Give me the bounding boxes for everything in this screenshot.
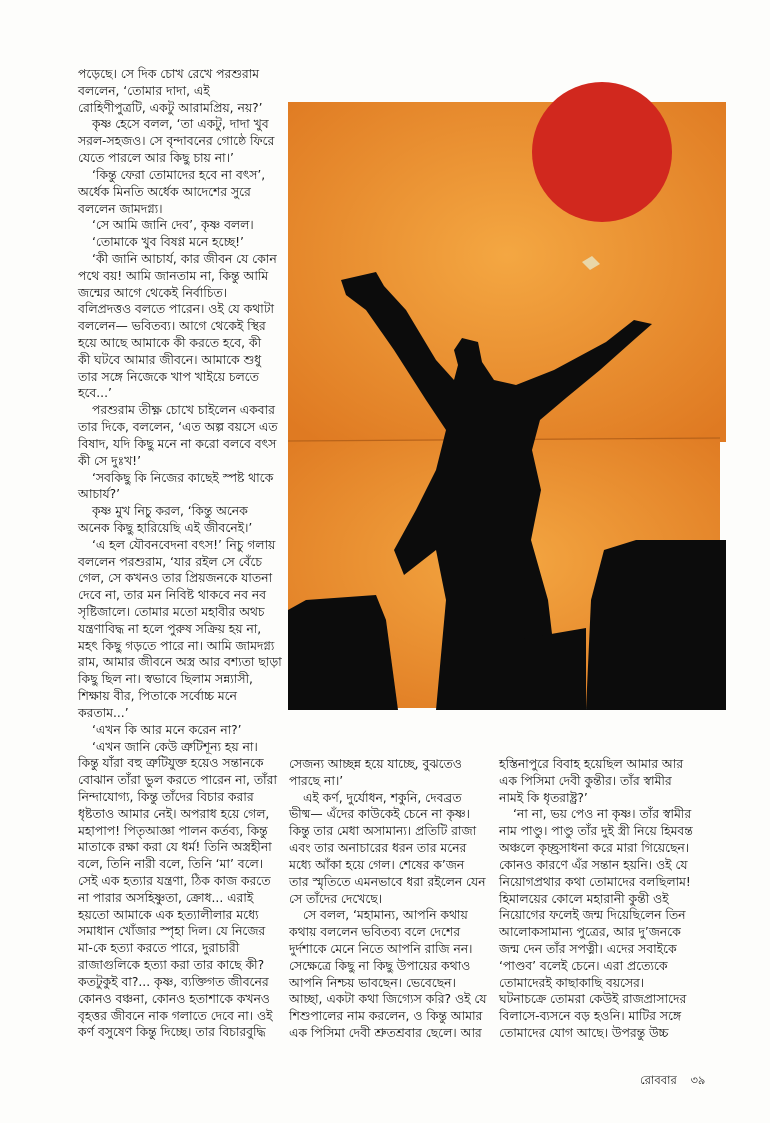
text-line: নামই কি ধৃতরাষ্ট্র?’ <box>499 790 588 805</box>
text-line: মাতাকে রক্ষা করা যে ধর্ম! তিনি অস্ত্রহীনা <box>78 840 272 855</box>
text-line: নাম পাণ্ডু। পাণ্ডু তাঁর দুই স্ত্রী নিয়ে হিমবন্ত <box>499 824 693 839</box>
text-line: মধ্যে আঁকা হয়ে গেল। শেষের ক’জন <box>289 857 465 872</box>
text-line: বললেন পরশুরাম, ‘যার রইল সে বেঁচে <box>78 554 262 569</box>
text-line: তার স্মৃতিতে এমনভাবে ধরা রইলেন যেন <box>289 874 486 889</box>
text-column-middle <box>289 756 489 1042</box>
text-line: কিন্তু তার মেধা অসামান্য। প্রতিটি রাজা <box>289 824 477 839</box>
text-line: জন্ম দেন তাঁর সপত্নী। এদের সবাইকে <box>499 941 677 956</box>
text-line: সেক্ষেত্রে কিছু না কিছু উপায়ের কথাও <box>289 958 471 973</box>
text-line: নিয়োগপ্রথার কথা তোমাদের বলছিলাম! <box>499 874 691 889</box>
text-line: জন্মের আগে থেকেই নির্বাচিত। <box>78 285 228 300</box>
text-line: অঞ্চলে কৃচ্ছ্রসাধনা করে মারা গিয়েছেন। <box>499 841 690 856</box>
text-line: হয়ে আছে আমাকে কী করতে হবে, কী <box>78 336 262 350</box>
text-line: বিষাদ, যদি কিছু মনে না করো বলবে বৎস <box>78 436 277 451</box>
text-line: যেতে পারলে আর কিছু চায় না।’ <box>78 151 234 166</box>
paper-cut-illustration <box>286 80 728 710</box>
text-line: নিন্দাযোগ্য, কিন্তু তাঁদের বিচার করার <box>78 789 254 804</box>
text-line: এক পিসিমা দেবী শ্রুতশ্রবার ছেলে। আর <box>289 1026 482 1040</box>
text-line: না পারার অসহিষ্ণুতা, ক্রোধ... এরাই <box>78 890 254 905</box>
text-line: দুর্দশাকে মেনে নিতে আপনি রাজি নন। <box>289 941 473 956</box>
text-line: ‘কী জানি আচার্য, কার জীবন যে কোন <box>92 251 277 266</box>
text-line: পারছে না।’ <box>289 773 344 788</box>
text-line: ‘কিন্তু ফেরা তোমাদের হবে না বৎস’, <box>92 167 266 182</box>
text-line: ‘তোমাকে খুব বিষণ্ণ মনে হচ্ছে!’ <box>92 235 244 250</box>
text-line: সরল-সহজও। সে বৃন্দাবনের গোষ্ঠে ফিরে <box>78 134 275 149</box>
text-line: কোনও কারণে এঁর সন্তান হয়নি। ওই যে <box>499 857 688 872</box>
text-line: পথে বয়! আমি জানতাম না, কিন্তু আমি <box>78 268 269 283</box>
text-line: কতটুকুই বা?... কৃষ্ণ, ব্যক্তিগত জীবনের <box>78 974 269 989</box>
page-footer <box>640 1072 715 1091</box>
text-line: সমাধান খোঁজার স্পৃহা দিল। যে নিজের <box>78 924 266 939</box>
text-line: কিছু ছিল না। স্বভাবে ছিলাম সন্ন্যাসী, <box>78 672 253 687</box>
text-line: ‘এখন কি আর মনে করেন না?’ <box>92 722 242 737</box>
text-line: হিমালয়ের কোলে মহারানী কুন্তী ওই <box>499 891 669 906</box>
text-line: আলোকসামান্য পুত্রের, আর দু’জনকে <box>499 925 681 940</box>
text-line: এবং তার অনাচারের ধরন তার মনের <box>289 841 467 856</box>
text-line: ‘সে আমি জানি দেব’, কৃষ্ণ বলল। <box>92 218 254 233</box>
text-line: বৃহত্তর জীবনে নাক গলাতে দেবে না। ওই <box>78 1008 273 1023</box>
text-line: সেজন্য আচ্ছন্ন হয়ে যাচ্ছে, বুঝতেও <box>289 757 462 771</box>
text-line: রাজাগুলিকে হত্যা করা তার কাছে কী? <box>78 958 265 973</box>
text-line: হবে...’ <box>78 386 112 401</box>
text-line: নিয়োগের ফলেই জন্ম দিয়েছিলেন তিন <box>499 908 686 923</box>
text-line: আপনি নিশ্চয় ভাবছেন। ভেবেছেন। <box>289 975 456 990</box>
text-line: তার দিকে, বললেন, ‘এত অল্প বয়সে এত <box>78 420 278 435</box>
text-line: তোমাদেরই কাছাকাছি বয়সের। <box>499 975 645 990</box>
text-column-left <box>78 66 290 1041</box>
text-line: হস্তিনাপুরে বিবাহ হয়েছিল আমার আর <box>499 757 684 771</box>
text-line: ভীষ্ম— এঁদের কাউকেই চেনে না কৃষ্ণ। <box>289 807 470 822</box>
text-line: কী ঘটবে আমার জীবনে। আমাকে শুধু <box>78 352 262 367</box>
text-line: গেল, সে কখনও তার প্রিয়জনকে যাতনা <box>78 571 273 586</box>
text-line: ‘সবকিছু কি নিজের কাছেই স্পষ্ট থাকে <box>92 470 274 485</box>
text-line: রোহিণীপুত্রটি, একটু আরামপ্রিয়, নয়?’ <box>78 100 263 115</box>
text-line: বললেন জামদগ্ন্য। <box>78 201 163 216</box>
rock-left <box>288 595 398 710</box>
text-line: কী সে দুঃখ!’ <box>78 453 141 468</box>
text-line: মহৎ কিছু গড়তে পারে না। আমি জামদগ্ন্য <box>78 638 275 653</box>
text-line: তার সঙ্গে নিজেকে খাপ খাইয়ে চলতে <box>78 369 259 384</box>
text-line: অর্ধেক মিনতি অর্ধেক আদেশের সুরে <box>78 184 251 199</box>
text-line: দেবে না, তার মন নিবিষ্ট থাকবে নব নব <box>78 588 267 603</box>
rock-middle <box>516 628 586 710</box>
text-line: বিলাসে-ব্যসনে বড় হওনি। মাটির সঙ্গে <box>499 1009 682 1024</box>
text-line: পড়েছে। সে দিক চোখ রেখে পরশুরাম <box>78 67 259 81</box>
text-line: ‘না না, ভয় পেও না কৃষ্ণ। তাঁর স্বামীর <box>513 807 692 822</box>
text-line: কোনও বঞ্চনা, কোনও হতাশাকে কখনও <box>78 991 270 1006</box>
text-line: ‘এখন জানি কেউ ত্রুটিশূন্য হয় না। <box>92 739 258 754</box>
text-line: ধৃষ্টতাও আমার নেই। অপরাধ হয়ে গেল, <box>78 806 270 821</box>
text-line: এই কর্ণ, দুর্যোধন, শকুনি, দেবব্রত <box>303 790 462 805</box>
text-line: সেই এক হত্যার যন্ত্রণা, ঠিক কাজ করতে <box>78 874 271 888</box>
text-line: কিন্তু যাঁরা বহু ত্রুটিযুক্ত হয়েও সন্তানকে <box>78 756 264 771</box>
text-line: হয়তো আমাকে এক হত্যালীলার মধ্যে <box>78 907 259 922</box>
text-line: ‘এ হল যৌবনবেদনা বৎস!’ নিচু গলায় <box>92 537 276 552</box>
text-line: সে তাঁদের দেখেছে। <box>289 891 383 906</box>
magazine-name: রোববার <box>640 1073 677 1087</box>
page-number: ৩৯ <box>690 1073 706 1087</box>
text-line: কর্ণ বসুষেণ কিন্তু দিচ্ছে। তার বিচারবুদ্ধি <box>78 1025 266 1040</box>
text-line: কথায় বললেন ভবিতব্য বলে দেশের <box>289 925 461 940</box>
text-line: সে বলল, ‘মহামান্য, আপনি কথায় <box>303 908 468 923</box>
text-line: বললেন, ‘তোমার দাদা, এই <box>78 83 210 98</box>
text-line: বোঝান তাঁরা ভুল করতে পারেন না, তাঁরা <box>78 773 277 788</box>
text-line: আচার্য?’ <box>78 487 121 502</box>
text-line: যন্ত্রণাবিদ্ধ না হলে পুরুষ সক্রিয় হয় না, <box>78 621 262 636</box>
text-line: বলিপ্রদত্তও বলতে পারেন। ওই যে কথাটা <box>78 302 275 317</box>
rock-right <box>586 540 726 710</box>
red-sun <box>532 82 672 222</box>
text-line: অনেক কিছু হারিয়েছি এই জীবনেই।’ <box>78 520 253 535</box>
text-line: শিশুপালের নাম করলেন, ও কিন্তু আমার <box>289 1009 483 1024</box>
text-line: শিক্ষায় বীর, পিতাকে সর্বোচ্চ মনে <box>78 689 237 704</box>
text-line: কৃষ্ণ মুখ নিচু করল, ‘কিন্তু অনেক <box>92 504 248 519</box>
text-line: বললেন— ভবিতব্য। আগে থেকেই স্থির <box>78 319 266 334</box>
text-line: পরশুরাম তীক্ষ্ণ চোখে চাইলেন একবার <box>92 403 275 418</box>
text-line: মা-কে হত্যা করতে পারে, দুরাচারী <box>78 941 240 956</box>
text-line: করতাম...’ <box>78 705 129 720</box>
text-line: সৃষ্টিজালে। তোমার মতো মহাবীর অথচ <box>78 605 265 619</box>
text-line: এক পিসিমা দেবী কুন্তীর। তাঁর স্বামীর <box>499 773 672 788</box>
text-line: বলে, তিনি নারী বলে, তিনি ‘মা’ বলে। <box>78 857 264 872</box>
text-line: রাম, আমার জীবনে অস্ত্র আর বশ্যতা ছাড়া <box>78 655 282 670</box>
text-line: তোমাদের যোগ আছে। উপরন্তু উচ্চ <box>499 1026 669 1040</box>
text-line: আচ্ছা, একটা কথা জিগ্যেস করি? ওই যে <box>289 992 487 1007</box>
text-column-right <box>499 756 709 1042</box>
text-line: মহাপাপ! পিতৃআজ্ঞা পালন কর্তব্য, কিন্তু <box>78 823 268 838</box>
text-line: ঘটনাচক্রে তোমরা কেউই রাজপ্রাসাদের <box>499 992 687 1007</box>
text-line: ‘পাণ্ডব’ বলেই চেনে। এরা প্রত্যেকে <box>499 958 668 973</box>
text-line: কৃষ্ণ হেসে বলল, ‘তা একটু, দাদা খুব <box>92 117 269 132</box>
